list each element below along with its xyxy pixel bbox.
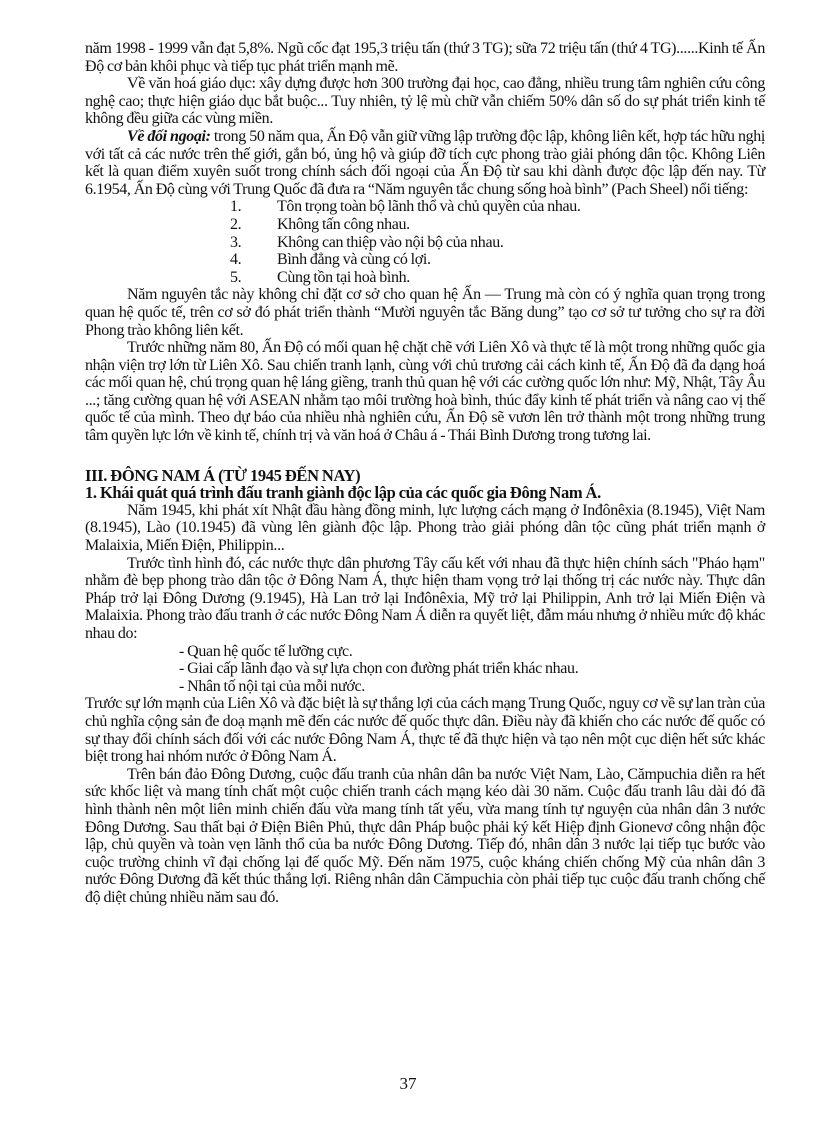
factor-item: - Giai cấp lãnh đạo và sự lựa chọn con đường phát triển khác nhau. <box>179 660 579 678</box>
list-item: 5. Cùng tồn tại hoà bình. <box>230 268 410 286</box>
paragraph-colonial-policy: Trước tình hình đó, các nước thực dân phương Tây cấu kết với nhau đã thực hiện chính sách "Pháo hạm" nhằm đè bẹp phong trào dân tộc ở Đông Nam Á, thực hiện tham vọng trở lại thống trị các nước này. Thực dân Pháp trở lại Đông Dương (9.1945), Hà Lan trở lại Inđônêxia, Mỹ trở lại Philippin, Anh trở lại Miến Điện và Malaixia. Phong trào đấu tranh ở các nước Đông Nam Á diễn ra quyết liệt, đẫm máu nhưng ở nhiều mức độ khác nhau do: <box>85 554 765 642</box>
factor-item: - Quan hệ quốc tế lưỡng cực. <box>179 642 353 660</box>
principles-list <box>85 198 765 286</box>
foreign-policy-text: trong 50 năm qua, Ấn Độ vẫn giữ vững lập trường độc lập, không liên kết, hợp tác hữu nghị với tất cả các nước trên thế giới, gắn bó, ủng hộ và giúp đỡ tích cực phong trào giải phóng dân tộc. Không Liên kết là quan điểm xuyên suốt trong chính sách đối ngoại của Ấn Độ từ sau khi dành được độc lập đến nay. Từ 6.1954, Ấn Độ cùng với Trung Quốc đã đưa ra “Năm nguyên tắc chung sống hoà bình” (Pach Sheel) nổi tiếng: <box>85 127 765 198</box>
foreign-policy-lead: Về đối ngoại: <box>127 127 211 145</box>
paragraph-1945: Năm 1945, khi phát xít Nhật đầu hàng đồng minh, lực lượng cách mạng ở Inđônêxia (8.1945), Việt Nam (8.1945), Lào (10.1945) đã vùng lên giành độc lập. Phong trào giải phóng dân tộc cũng phát triển mạnh ở Malaixia, Miến Điện, Philippin... <box>85 501 765 555</box>
factor-item: - Nhân tố nội tại của mỗi nước. <box>179 677 365 695</box>
paragraph-relations: Trước những năm 80, Ấn Độ có mối quan hệ chặt chẽ với Liên Xô và thực tế là một trong những quốc gia nhận viện trợ lớn từ Liên Xô. Sau chiến tranh lạnh, cùng với chủ trương cải cách kinh tế, Ấn Độ đã đa dạng hoá các mối quan hệ, chú trọng quan hệ láng giềng, tranh thủ quan hệ với các cường quốc lớn như: Mỹ, Nhật, Tây Âu ...; tăng cường quan hệ với ASEAN nhằm tạo môi trường hoà bình, thúc đẩy kinh tế phát triển và nâng cao vị thế quốc tế của mình. Theo dự báo của nhiều nhà nghiên cứu, Ấn Độ sẽ vươn lên trở thành một trong những trung tâm quyền lực lớn về kinh tế, chính trị và văn hoá ở Châu á - Thái Bình Dương trong tương lai. <box>85 339 765 445</box>
paragraph-indochina: Trên bán đảo Đông Dương, cuộc đấu tranh của nhân dân ba nước Việt Nam, Lào, Cămpuchia diễn ra hết sức khốc liệt và mang tính chất một cuộc chiến tranh cách mạng kéo dài 30 năm. Cuộc đấu tranh lâu dài đó đã hình thành nên một liên minh chiến đấu vừa mang tính tất yếu, vừa mang tính tự nguyện của nhân dân 3 nước Đông Dương. Sau thất bại ở Điện Biên Phủ, thực dân Pháp buộc phải ký kết Hiệp định Gionevơ công nhận độc lập, chủ quyền và toàn vẹn lãnh thổ của ba nước Đông Dương. Tiếp đó, nhân dân 3 nước lại tiếp tục bước vào cuộc trường chinh vĩ đại chống lại đế quốc Mỹ. Đến năm 1975, cuộc kháng chiến chống Mỹ của nhân dân 3 nước Đông Dương đã kết thúc thắng lợi. Riêng nhân dân Cămpuchia còn phải tiếp tục cuộc đấu tranh chống chế độ diệt chủng nhiều năm sau đó. <box>85 765 765 906</box>
list-item: 3. Không can thiệp vào nội bộ của nhau. <box>230 233 504 251</box>
subsection-heading: 1. Khái quát quá trình đấu tranh giành độc lập của các quốc gia Đông Nam Á. <box>85 483 601 503</box>
list-item: 2. Không tấn công nhau. <box>230 215 410 233</box>
page-number: 37 <box>399 1074 417 1093</box>
page-content <box>85 40 765 907</box>
section-gap <box>85 445 765 467</box>
paragraph-principles-meaning: Năm nguyên tắc này không chỉ đặt cơ sở cho quan hệ Ấn — Trung mà còn có ý nghĩa quan trọng trong quan hệ quốc tế, trên cơ sở đó phát triển thành “Mười nguyên tắc Băng dung” tạo cơ sở tư tưởng cho sự ra đời Phong trào không liên kết. <box>85 286 765 339</box>
list-item: 4. Bình đẳng và cùng có lợi. <box>230 251 431 269</box>
section-heading: III. ĐÔNG NAM Á (TỪ 1945 ĐẾN NAY) <box>85 465 361 485</box>
paragraph-cold-war: Trước sự lớn mạnh của Liên Xô và đặc biệt là sự thắng lợi của cách mạng Trung Quốc, nguy cơ về sự lan tràn của chủ nghĩa cộng sản đe doạ mạnh mẽ đến các nước đế quốc thực dân. Điều này đã khiến cho các nước đế quốc có sự thay đổi chính sách đối với các nước Đông Nam Á, thực tế đã thực hiện và tạo nên một cục diện hết sức khác biệt trong hai nhóm nước ở Đông Nam Á. <box>85 695 765 766</box>
list-item: 1. Tôn trọng toàn bộ lãnh thổ và chủ quyền của nhau. <box>230 198 581 216</box>
paragraph-education: Về văn hoá giáo dục: xây dựng được hơn 300 trường đại học, cao đẳng, nhiều trung tâm nghiên cứu công nghệ cao; thực hiện giáo dục bắt buộc... Tuy nhiên, tỷ lệ mù chữ vẫn chiếm 50% dân số do sự phát triển kinh tế không đều giữa các vùng miền. <box>85 75 765 128</box>
paragraph-economy: năm 1998 - 1999 vẫn đạt 5,8%. Ngũ cốc đạt 195,3 triệu tấn (thứ 3 TG); sữa 72 triệu tấn (thứ 4 TG)......Kinh tế Ấn Độ cơ bản khôi phục và tiếp tục phát triển mạnh mẽ. <box>85 40 765 75</box>
paragraph-foreign-policy <box>85 128 765 198</box>
